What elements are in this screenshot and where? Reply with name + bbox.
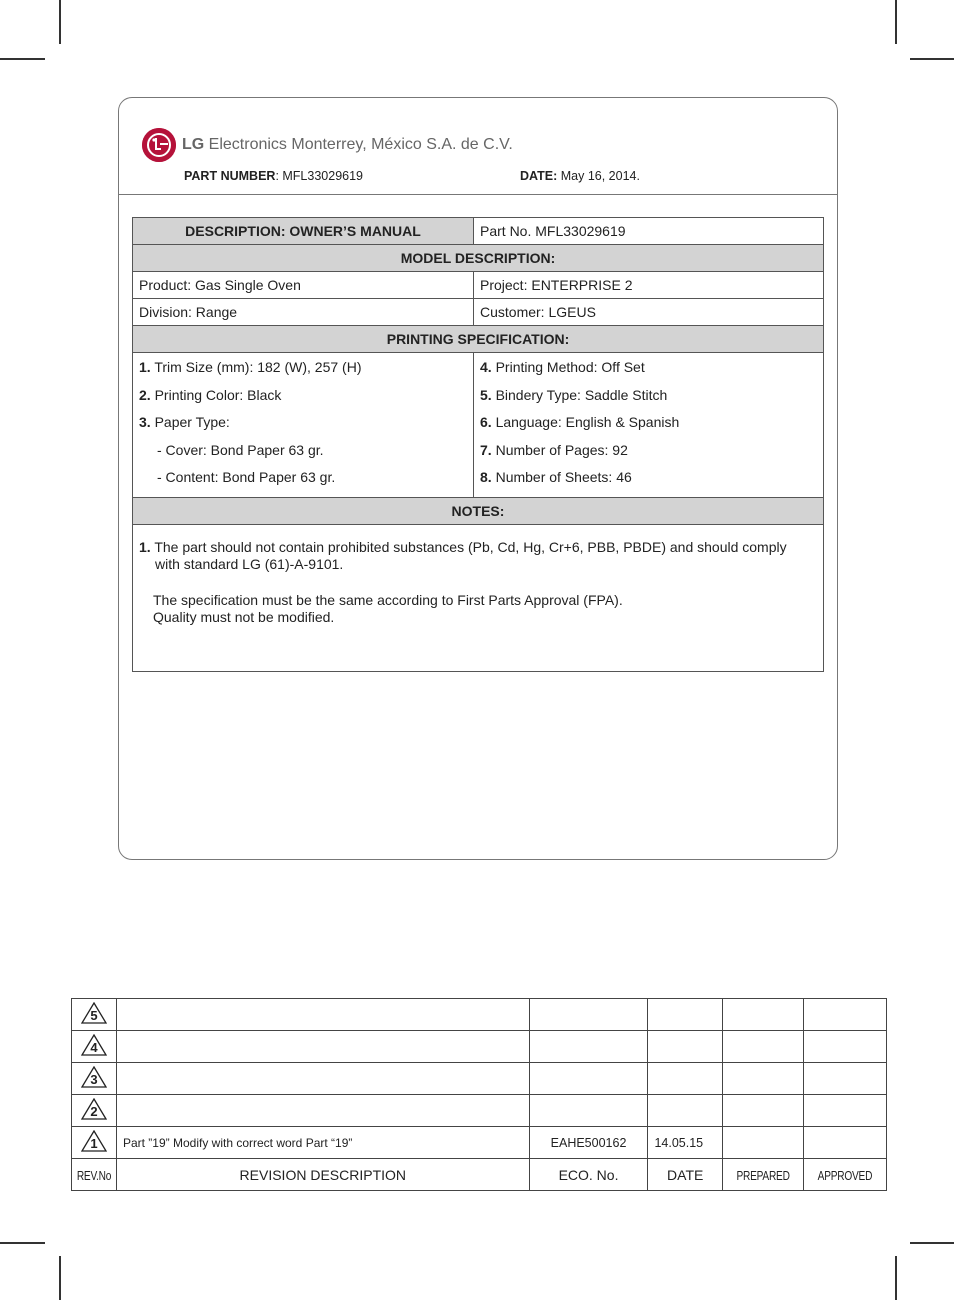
crop-mark: [0, 58, 45, 60]
revision-row: [72, 1095, 887, 1127]
revision-row: [72, 1127, 887, 1159]
spec-item: 7. Number of Pages: 92: [480, 441, 628, 458]
rev-eco-cell: [529, 1031, 648, 1063]
crop-mark: [0, 1242, 45, 1244]
rev-approved-cell: [804, 1031, 887, 1063]
part-number: [184, 169, 363, 183]
part-no-cell: Part No. MFL33029619: [474, 218, 824, 245]
printing-spec-right: [474, 353, 824, 498]
rev-prepared-cell: [722, 999, 803, 1031]
rev-date-cell: [648, 999, 723, 1031]
model-description-heading: MODEL DESCRIPTION:: [133, 245, 824, 272]
rev-description-cell: [116, 1063, 529, 1095]
date-value: May 16, 2014.: [557, 169, 640, 183]
rev-eco-cell: [529, 1095, 648, 1127]
spec-item: 8. Number of Sheets: 46: [480, 469, 632, 485]
header-divider: [119, 194, 837, 195]
part-number-label: PART NUMBER: [184, 169, 276, 183]
rev-eco-cell: EAHE500162: [529, 1127, 648, 1159]
revision-header-row: [72, 1159, 887, 1191]
crop-mark: [59, 0, 61, 44]
company-rest: Electronics Monterrey, México S.A. de C.V.: [204, 136, 513, 153]
spec-item: 6. Language: English & Spanish: [480, 414, 680, 430]
spec-item: 3. Paper Type:: [139, 414, 230, 430]
prepared-header: PREPARED: [722, 1159, 803, 1191]
rev-number-cell: [72, 1063, 117, 1095]
rev-date-cell: 14.05.15: [648, 1127, 723, 1159]
document-date: [520, 169, 640, 183]
product-cell: Product: Gas Single Oven: [133, 272, 474, 299]
division-cell: Division: Range: [133, 299, 474, 326]
printing-specification-heading: PRINTING SPECIFICATION:: [133, 326, 824, 353]
spec-item: - Cover: Bond Paper 63 gr.: [157, 441, 324, 458]
rev-eco-cell: [529, 1063, 648, 1095]
rev-approved-cell: [804, 1063, 887, 1095]
lg-logo-icon: [142, 128, 176, 162]
rev-description-cell: Part ”19” Modify with correct word Part “19”: [116, 1127, 529, 1159]
approved-header: APPROVED: [804, 1159, 887, 1191]
project-cell: Project: ENTERPRISE 2: [474, 272, 824, 299]
rev-prepared-cell: [722, 1031, 803, 1063]
revision-triangle-icon: 2: [81, 1098, 107, 1120]
rev-approved-cell: [804, 1127, 887, 1159]
notes-body: [133, 524, 824, 671]
date-header: DATE: [648, 1159, 723, 1191]
crop-mark: [895, 0, 897, 44]
notes-heading: NOTES:: [133, 497, 824, 524]
crop-mark: [59, 1256, 61, 1300]
rev-approved-cell: [804, 1095, 887, 1127]
revision-triangle-icon: 1: [81, 1130, 107, 1152]
revision-row: [72, 1031, 887, 1063]
rev-no-header: REV.No: [72, 1159, 117, 1191]
rev-description-cell: [116, 1031, 529, 1063]
rev-prepared-cell: [722, 1095, 803, 1127]
spec-item: 5. Bindery Type: Saddle Stitch: [480, 386, 668, 403]
company-brand: LG: [182, 136, 205, 153]
rev-date-cell: [648, 1063, 723, 1095]
part-number-value: : MFL33029619: [275, 169, 363, 183]
eco-header: ECO. No.: [529, 1159, 648, 1191]
rev-description-cell: [116, 999, 529, 1031]
revision-table: [71, 998, 887, 1191]
revision-row: [72, 999, 887, 1031]
rev-approved-cell: [804, 999, 887, 1031]
printing-spec-left: [133, 353, 474, 498]
crop-mark: [895, 1256, 897, 1300]
crop-mark: [910, 1242, 954, 1244]
revision-triangle-icon: 5: [81, 1002, 107, 1024]
spec-item: 1. Trim Size (mm): 182 (W), 257 (H): [139, 359, 362, 375]
spec-table: [132, 217, 824, 672]
spec-item: 4. Printing Method: Off Set: [480, 359, 645, 375]
fpa-note: The specification must be the same according to First Parts Approval (FPA). Quality must not be modified.: [153, 591, 623, 625]
spec-item: 2. Printing Color: Black: [139, 386, 282, 403]
rev-description-cell: [116, 1095, 529, 1127]
rev-date-cell: [648, 1031, 723, 1063]
note-item: 1. The part should not contain prohibited substances (Pb, Cd, Hg, Cr+6, PBB, PBDE) and should comply with standard LG (61)-A-9101.: [139, 538, 787, 572]
rev-eco-cell: [529, 999, 648, 1031]
customer-cell: Customer: LGEUS: [474, 299, 824, 326]
rev-number-cell: [72, 999, 117, 1031]
revision-row: [72, 1063, 887, 1095]
rev-number-cell: [72, 1095, 117, 1127]
rev-prepared-cell: [722, 1063, 803, 1095]
revision-description-header: REVISION DESCRIPTION: [116, 1159, 529, 1191]
rev-number-cell: [72, 1031, 117, 1063]
revision-triangle-icon: 4: [81, 1034, 107, 1056]
company-name: [182, 136, 513, 154]
crop-mark: [910, 58, 954, 60]
rev-number-cell: [72, 1127, 117, 1159]
spec-item: - Content: Bond Paper 63 gr.: [157, 469, 336, 485]
revision-triangle-icon: 3: [81, 1066, 107, 1088]
rev-date-cell: [648, 1095, 723, 1127]
description-cell: DESCRIPTION: OWNER’S MANUAL: [133, 218, 474, 245]
rev-prepared-cell: [722, 1127, 803, 1159]
date-label: DATE:: [520, 169, 558, 183]
